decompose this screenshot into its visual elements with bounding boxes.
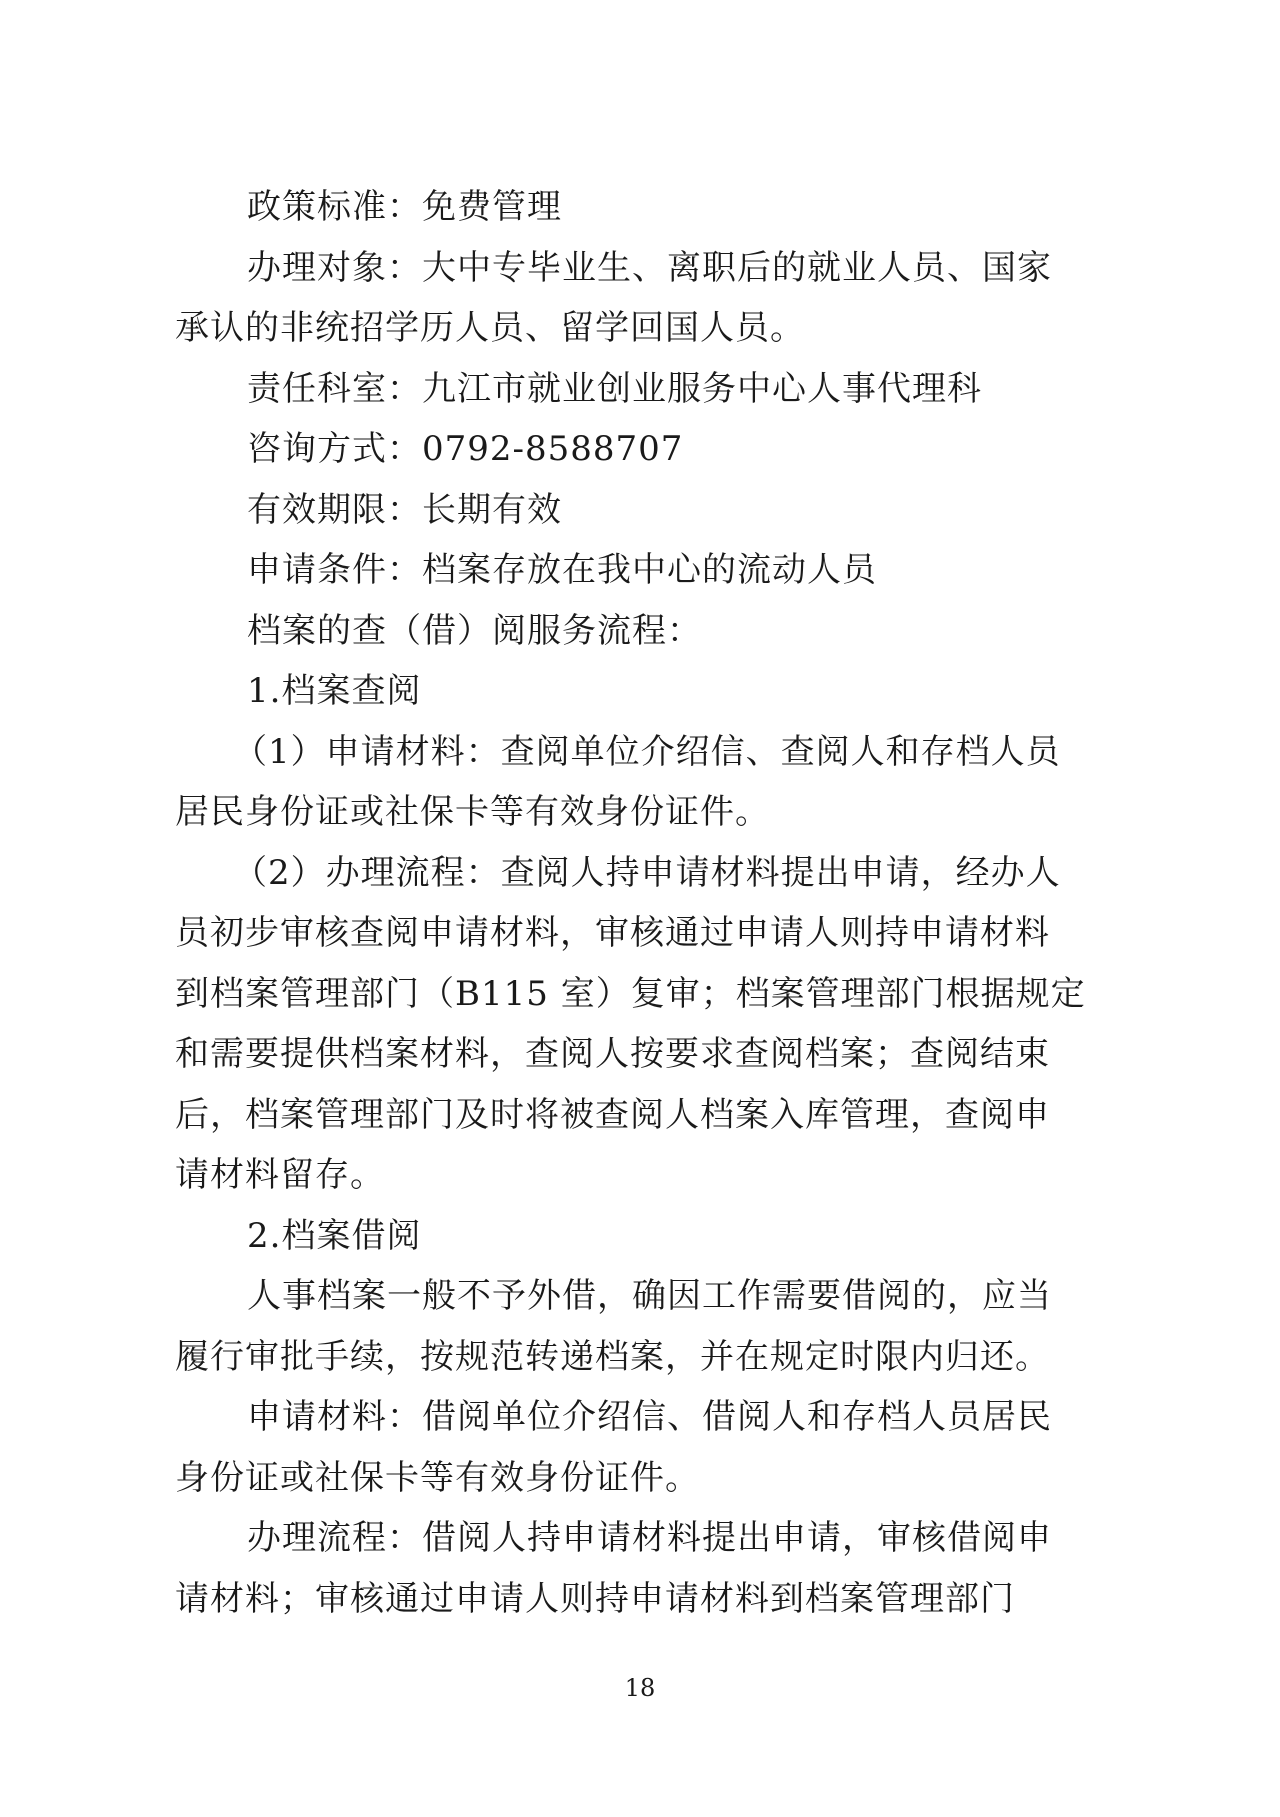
paragraph-line: 后，档案管理部门及时将被查阅人档案入库管理，查阅申 (175, 1094, 1050, 1135)
contact-line: 咨询方式：0792-8588707 (247, 429, 684, 469)
responsible-office-line: 责任科室：九江市就业创业服务中心人事代理科 (247, 368, 982, 409)
paragraph-line: 身份证或社保卡等有效身份证件。 (175, 1457, 700, 1498)
paragraph-line: 员初步审核查阅申请材料，审核通过申请人则持申请材料 (175, 913, 1050, 953)
paragraph-line: 请材料留存。 (175, 1155, 385, 1195)
paragraph-line: 申请材料：借阅单位介绍信、借阅人和存档人员居民 (247, 1397, 1052, 1437)
paragraph-line: 请材料；审核通过申请人则持申请材料到档案管理部门 (175, 1578, 1015, 1619)
validity-line: 有效期限：长期有效 (247, 489, 562, 530)
service-process-heading: 档案的查（借）阅服务流程： (247, 610, 702, 651)
paragraph-line: 和需要提供档案材料，查阅人按要求查阅档案；查阅结束 (175, 1034, 1050, 1074)
application-condition-line: 申请条件：档案存放在我中心的流动人员 (247, 550, 877, 590)
paragraph-line: 履行审批手续，按规范转递档案，并在规定时限内归还。 (175, 1336, 1050, 1377)
target-audience-continued-line: 承认的非统招学历人员、留学回国人员。 (175, 308, 805, 348)
section-1-heading: 1.档案查阅 (247, 671, 422, 711)
paragraph-line: 人事档案一般不予外借，确因工作需要借阅的，应当 (247, 1276, 1052, 1316)
document-body (175, 177, 1105, 1629)
section-2-heading: 2.档案借阅 (247, 1215, 422, 1256)
policy-standard-line: 政策标准：免费管理 (247, 187, 562, 227)
target-audience-line: 办理对象：大中专毕业生、离职后的就业人员、国家 (247, 247, 1052, 288)
paragraph-line: 到档案管理部门（B115 室）复审；档案管理部门根据规定 (175, 973, 1086, 1014)
paragraph-line: （2）办理流程：查阅人持申请材料提出申请，经办人 (233, 852, 1061, 893)
paragraph-line: 居民身份证或社保卡等有效身份证件。 (175, 792, 770, 832)
page-number: 18 (624, 1674, 656, 1702)
paragraph-line: （1）申请材料：查阅单位介绍信、查阅人和存档人员 (233, 731, 1061, 772)
paragraph-line: 办理流程：借阅人持申请材料提出申请，审核借阅申 (247, 1518, 1052, 1558)
